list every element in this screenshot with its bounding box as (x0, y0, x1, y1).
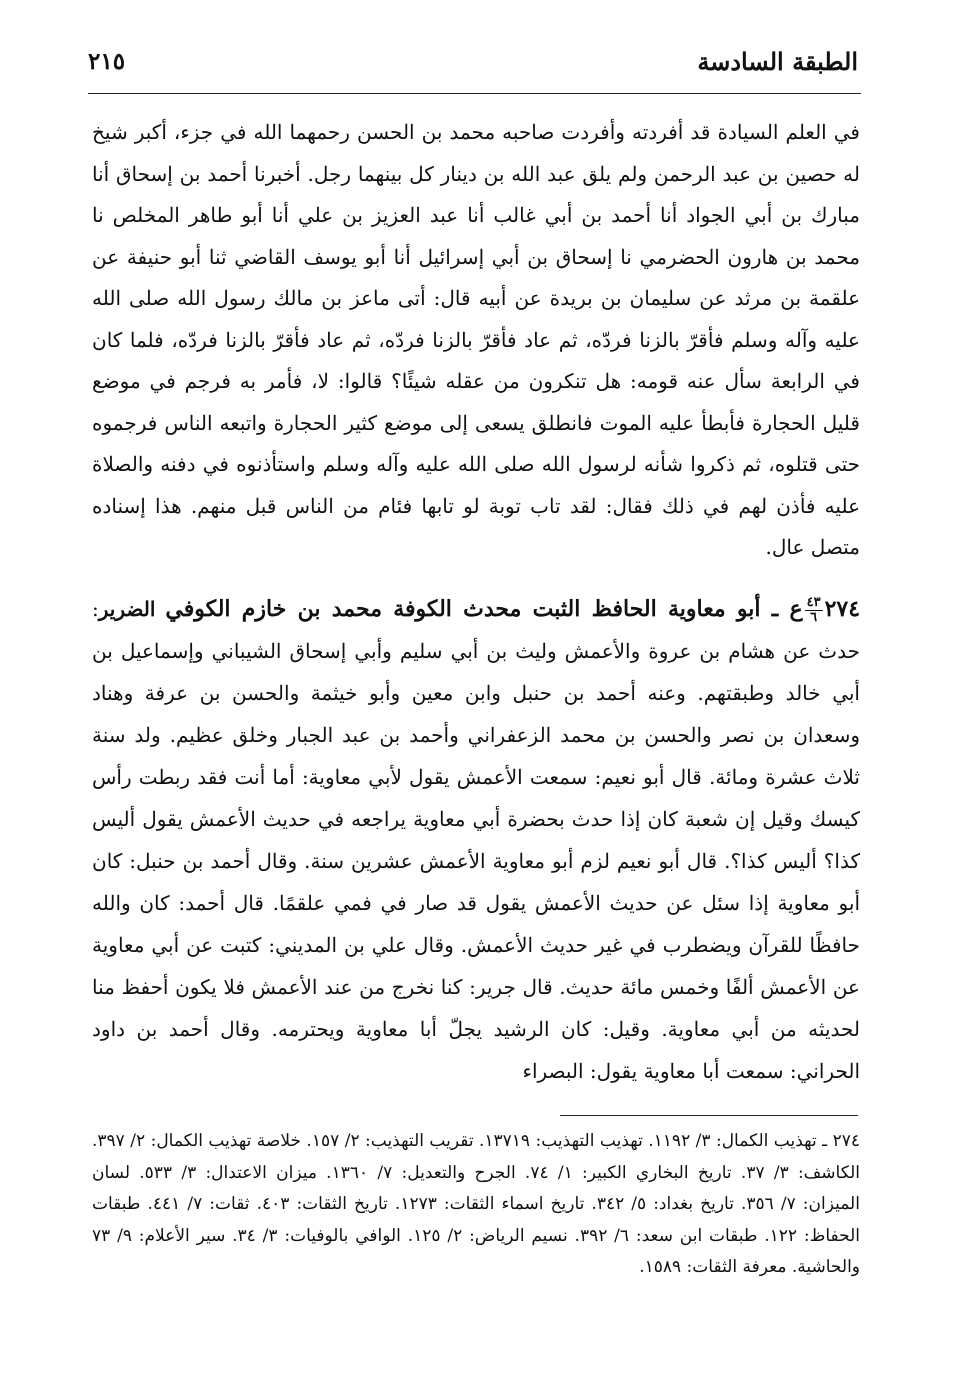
footnote-divider (560, 1115, 858, 1116)
entry-lead-word: الضرير (98, 597, 156, 621)
footnotes (92, 1126, 860, 1284)
continuation-paragraph: في العلم السيادة قد أفردته وأفردت صاحبه محمد بن الحسن رحمهما الله في جزء، أكبر شيخ له حصين بن عبد الرحمن ولم يلق عبد الله بن دينار كل بينهما رجل. أخبرنا أحمد بن إسحاق أنا مبارك بن أبي الجواد أنا أحمد بن أبي غالب أنا عبد العزيز بن علي أنا أبو طاهر المخلص نا محمد بن هارون الحضرمي نا إسحاق بن أبي إسرائيل أنا أبو يوسف القاضي ثنا أبو حنيفة عن علقمة بن مرثد عن سليمان بن بريدة عن أبيه قال: أتى ماعز بن مالك رسول الله صلى الله عليه وآله وسلم فأقرّ بالزنا فردّه، ثم عاد فأقرّ بالزنا فردّه، ثم عاد فأقرّ بالزنا فردّه، فلما كان في الرابعة سأل عنه قومه: هل تنكرون من عقله شيئًا؟ قالوا: لا، فأمر به فرجم في موضع قليل الحجارة فأبطأ عليه الموت فانطلق يسعى إلى موضع كثير الحجارة واتبعه الناس فرجموه حتى قتلوه، ثم ذكروا شأنه لرسول الله صلى الله عليه وآله وسلم واستأذنوه في دفنه والصلاة عليه فأذن لهم في ذلك فقال: لقد تاب توبة لو تابها فئام من الناس قبل منهم. هذا إسناده متصل عال. (92, 120, 860, 559)
header-divider (88, 93, 861, 94)
footnote-274: ٢٧٤ ـ تهذيب الكمال: ٣/ ١١٩٢. تهذيب التهذيب: ١٣٧١٩. تقريب التهذيب: ٢/ ١٥٧. خلاصة تهذيب الكمال: ٢/ ٣٩٧. الكاشف: ٣/ ٣٧. تاريخ البخاري الكبير: ١/ ٧٤. الجرح والتعديل: ٧/ ١٣٦٠. ميزان الاعتدال: ٣/ ٥٣٣. لسان الميزان: ٧/ ٣٥٦. تاريخ بغداد: ٥/ ٣٤٢. تاريخ اسماء الثقات: ١٢٧٣. تاريخ الثقات: ٤٠٣. ثقات: ٧/ ٤٤١. طبقات الحفاظ: ١٢٢. طبقات ابن سعد: ٦/ ٣٩٢. نسيم الرياض: ٢/ ١٢٥. الوافي بالوفيات: ٣/ ٣٤. سير الأعلام: ٩/ ٧٣ والحاشية. معرفة الثقات: ١٥٨٩. (92, 1131, 861, 1277)
entry-symbol: ع (789, 596, 803, 622)
entry-dash: ـ (760, 596, 790, 622)
running-title: الطبقة السادسة (697, 47, 858, 76)
running-head (88, 42, 858, 82)
biography-entry (92, 588, 860, 1092)
fraction-numerator: ٤٣ (806, 595, 821, 610)
entry-number: ٢٧٤ (824, 596, 861, 622)
entry-paragraph (92, 588, 860, 1092)
entry-title: أبو معاوية الحافظ الثبت محدث الكوفة محمد بن خازم الكوفي (165, 596, 761, 622)
page-number: ٢١٥ (88, 48, 126, 75)
entry-fraction (805, 596, 823, 625)
main-text (92, 112, 860, 569)
fraction-denominator: ٦ (810, 610, 818, 625)
entry-body: : حدث عن هشام بن عروة والأعمش وليث بن أبي سليم وأبي إسحاق الشيباني وإسماعيل بن أبي خالد وطبقتهم. وعنه أحمد بن حنبل وابن معين وأبو خيثمة والحسن بن عرفة وهناد وسعدان بن نصر والحسن بن محمد الزعفراني وأحمد بن عبد الجبار وخلق عظيم. ولد سنة ثلاث عشرة ومائة. قال أبو نعيم: سمعت الأعمش يقول لأبي معاوية: أما أنت فقد ربطت رأس كيسك وقيل إن شعبة كان إذا حدث بحضرة أبي معاوية يراجعه في حديث الأعمش يقول أليس كذا؟ أليس كذا؟. قال أبو نعيم لزم أبو معاوية الأعمش عشرين سنة. وقال أحمد بن حنبل: كان أبو معاوية إذا سئل عن حديث الأعمش يقول قد صار في فمي علقمًا. قال أحمد: كان والله حافظًا للقرآن ويضطرب في غير حديث الأعمش. وقال علي بن المديني: كتبت عن أبي معاوية عن الأعمش ألفًا وخمس مائة حديث. قال جرير: كنا نخرج من عند الأعمش فلا يكون أحفظ منا لحديثه من أبي معاوية. وقيل: كان الرشيد يجلّ أبا معاوية ويحترمه. وقال أحمد بن داود الحراني: سمعت أبا معاوية يقول: البصراء (92, 597, 860, 1083)
